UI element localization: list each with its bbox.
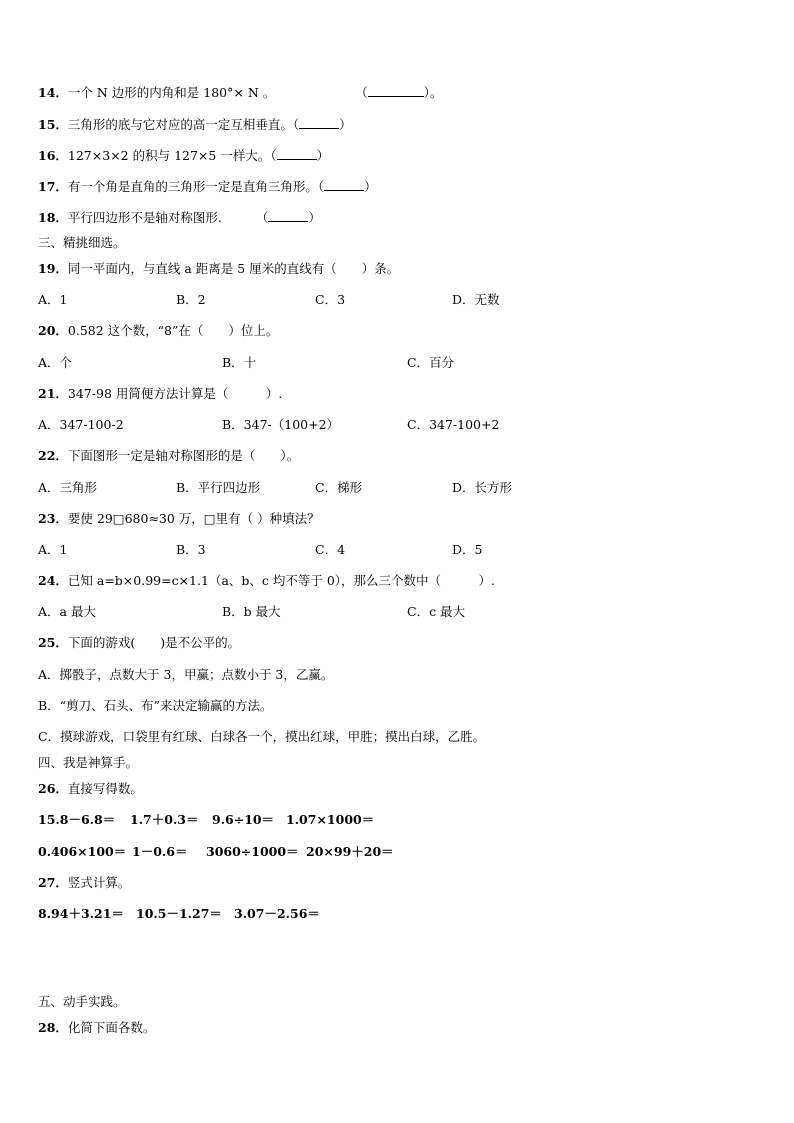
question-21: [38, 386, 282, 402]
question-22: [38, 448, 299, 464]
question-20: [38, 323, 278, 339]
option-d[interactable]: D．5: [452, 542, 483, 557]
option-c[interactable]: C．摸球游戏，口袋里有红球、白球各一个，摸出红球，甲胜；摸出白球，乙胜。: [38, 729, 486, 744]
question-text: 平行四边形不是轴对称图形.: [67, 210, 222, 225]
question-number: 14．: [38, 85, 68, 100]
option-a[interactable]: A．个: [38, 355, 73, 370]
question-text: 要使 29□680≈30 万，□里有（ ）种填法？: [67, 511, 320, 526]
question-text: 347-98 用简便方法计算是（ ）.: [67, 386, 283, 401]
question-number: 24．: [38, 573, 68, 588]
calc-item: 10.5－1.27＝: [136, 906, 222, 921]
question-text: 127×3×2 的积与 127×5 一样大。（: [67, 148, 277, 163]
option-c[interactable]: C．347-100+2: [407, 417, 500, 432]
answer-blank[interactable]: [368, 84, 424, 97]
option-a[interactable]: A．1: [38, 542, 68, 557]
question-number: 20．: [38, 323, 68, 338]
question-number: 21．: [38, 386, 68, 401]
question-text: 直接写得数。: [67, 781, 143, 796]
section-5-heading: 五、动手实践。: [38, 994, 126, 1009]
question-text: 化简下面各数。: [67, 1020, 156, 1035]
question-text: 同一平面内，与直线 a 距离是 5 厘米的直线有（ ）条。: [67, 261, 400, 276]
question-text: 下面的游戏( )是不公平的。: [67, 635, 241, 650]
question-number: 19．: [38, 261, 68, 276]
option-a[interactable]: A．1: [38, 292, 68, 307]
answer-blank[interactable]: [277, 147, 317, 160]
question-14: 14．一个 N 边形的内角和是 180°× N 。 （ ）。: [38, 85, 443, 100]
option-d[interactable]: D．长方形: [452, 480, 513, 495]
question-26: [38, 781, 143, 797]
question-text: 下面图形一定是轴对称图形的是（ ）。: [67, 448, 300, 463]
calc-item: 0.406×100＝: [38, 844, 127, 859]
option-c[interactable]: C．梯形: [315, 480, 363, 495]
question-text: 有一个角是直角的三角形一定是直角三角形。（: [67, 179, 325, 194]
question-number: 16．: [38, 148, 68, 163]
option-a[interactable]: A．掷骰子，点数大于 3，甲赢；点数小于 3，乙赢。: [38, 667, 334, 682]
option-c[interactable]: C．4: [315, 542, 346, 557]
question-number: 23．: [38, 511, 68, 526]
question-25: [38, 635, 240, 651]
question-text: 0.582 这个数，“8”在（ ）位上。: [67, 323, 279, 338]
calc-item: 1.07×1000＝: [286, 812, 375, 827]
option-c[interactable]: C．3: [315, 292, 346, 307]
question-number: 17．: [38, 179, 68, 194]
question-17: 17．有一个角是直角的三角形一定是直角三角形。（ ）: [38, 179, 377, 194]
question-number: 26．: [38, 781, 68, 796]
option-b[interactable]: B．2: [176, 292, 206, 307]
option-b[interactable]: B．十: [222, 355, 257, 370]
question-28: [38, 1020, 155, 1036]
question-text: 一个 N 边形的内角和是 180°× N 。: [67, 85, 276, 100]
option-a[interactable]: A．a 最大: [38, 604, 96, 619]
answer-blank[interactable]: [299, 116, 339, 129]
option-a[interactable]: A．三角形: [38, 480, 98, 495]
option-c[interactable]: C．百分: [407, 355, 455, 370]
question-number: 27．: [38, 875, 68, 890]
calc-item: 20×99＋20＝: [306, 844, 394, 859]
section-3-heading: 三、精挑细选。: [38, 235, 126, 250]
calc-item: 1.7＋0.3＝: [130, 812, 199, 827]
answer-blank[interactable]: [324, 178, 364, 191]
option-b[interactable]: B．3: [176, 542, 206, 557]
option-d[interactable]: D．无数: [452, 292, 500, 307]
calc-item: 8.94＋3.21＝: [38, 906, 124, 921]
question-number: 15．: [38, 117, 68, 132]
option-b[interactable]: B．平行四边形: [176, 480, 261, 495]
question-16: 16．127×3×2 的积与 127×5 一样大。（ ）: [38, 148, 330, 163]
question-23: [38, 511, 320, 527]
option-b[interactable]: B．b 最大: [222, 604, 281, 619]
option-b[interactable]: B．347-（100+2）: [222, 417, 340, 432]
option-c[interactable]: C．c 最大: [407, 604, 466, 619]
question-number: 18．: [38, 210, 68, 225]
question-number: 28．: [38, 1020, 68, 1035]
question-text: 三角形的底与它对应的高一定互相垂直。（: [67, 117, 300, 132]
question-number: 25．: [38, 635, 68, 650]
question-text: 已知 a=b×0.99=c×1.1（a、b、c 均不等于 0），那么三个数中（ ）.: [67, 573, 496, 588]
question-number: 22．: [38, 448, 68, 463]
question-15: 15．三角形的底与它对应的高一定互相垂直。（ ）: [38, 117, 352, 132]
option-b[interactable]: B．“剪刀、石头、布”来决定输赢的方法。: [38, 698, 273, 713]
calc-item: 9.6÷10＝: [212, 812, 275, 827]
question-27: [38, 875, 130, 891]
calc-item: 1－0.6＝: [132, 844, 188, 859]
question-19: [38, 261, 399, 277]
answer-blank[interactable]: [268, 209, 308, 222]
calc-item: 3.07－2.56＝: [234, 906, 320, 921]
calc-item: 15.8－6.8＝: [38, 812, 116, 827]
question-text: 竖式计算。: [67, 875, 131, 890]
option-a[interactable]: A．347-100-2: [38, 417, 124, 432]
section-4-heading: 四、我是神算手。: [38, 755, 139, 770]
calc-item: 3060÷1000＝: [206, 844, 299, 859]
question-24: [38, 573, 495, 589]
question-18: 18．平行四边形不是轴对称图形. （ ）: [38, 210, 321, 225]
